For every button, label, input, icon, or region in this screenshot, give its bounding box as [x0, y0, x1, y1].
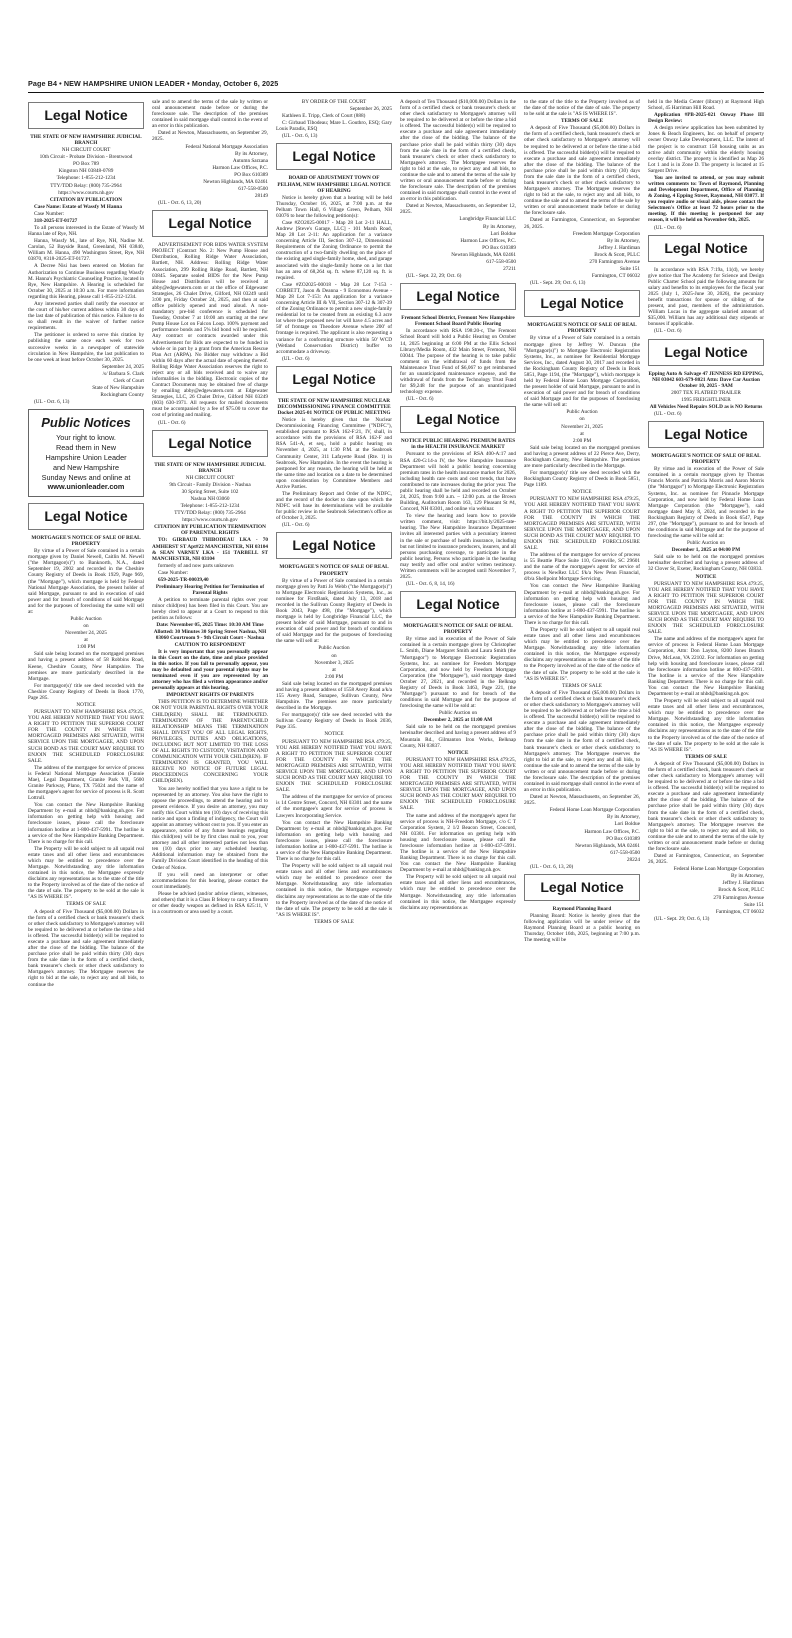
legal-notice-body	[648, 371, 764, 418]
notice-paragraph: A deposit of Ten Thousand ($10,000.00) Dollars in the form of a certified check or bank treasurer's check or other check satisfactory to Mortgagee's attorney will be required to be delivered at or before the time a bid is offered. The successful bidder(s) will be required to execute a purchase and sale agreement immediately after the close of the bidding. The balance of the purchase price shall be paid within thirty (30) days from the sale date in the form of a certified check, bank treasurer's check or other check satisfactory to Mortgagee's attorney. The Mortgagee reserves the right to bid at the sale, to reject any and all bids, to continue the sale and to amend the terms of the sale by written or oral announcement made before or during the foreclosure sale. The description of the premises contained in said mortgage shall control in the event of an error in this publication.	[400, 99, 516, 203]
promo-url-link[interactable]: www.unionleader.com	[47, 481, 125, 491]
notice-paragraph: 270 Farmington Avenue	[589, 258, 640, 265]
notice-paragraph: PO Box 789	[73, 161, 99, 168]
legal-notice-body	[152, 242, 268, 425]
legal-notice-body	[400, 623, 516, 911]
notice-paragraph: Harmon Law Offices, P.C.	[584, 828, 640, 835]
notice-paragraph: November 3, 2025	[314, 659, 354, 666]
notice-paragraph: Telephone: 1-855-212-1234	[56, 175, 116, 182]
notice-paragraph: (UL - Oct. 6)	[282, 355, 310, 362]
notice-paragraph: 9th Circuit - Family Division - Nashua	[169, 481, 251, 488]
notice-paragraph: The Property will be sold subject to all unpaid real estate taxes and all other liens and encumbrances which may be entitled to precedence over the Mortgage. Notwithstanding any title information contained in this notice, the Mortgagee expressly disclaims any representations as to the state of the title to the Property involved as of the date of the notice of the date of sale. The property to be sold at the sale is "AS IS WHERE IS".	[28, 845, 144, 901]
legal-notice-header: Legal Notice	[152, 430, 268, 457]
notice-paragraph: Public Auction on	[687, 540, 725, 547]
notice-paragraph: The address of the mortgagee for service of process is 55 Beattie Place Suite 110, Greenville, SC 29601 and the name of the mortgagee's agent for service of process is NewRez LLC f/k/a New Penn Financial, d/b/a Shellpoint Mortgage Servicing.	[524, 552, 640, 583]
notice-paragraph: 10th Circuit - Probate Division - Brentwood	[39, 154, 133, 161]
notice-paragraph: CITATION BY PUBLICATION	[49, 196, 123, 203]
notice-paragraph: Dated at Newton, Massachusetts, on September 29, 2025.	[152, 130, 268, 143]
notice-paragraph: Harmon Law Offices, P.C.	[212, 164, 268, 171]
notice-paragraph: Planning Board: Notice is hereby given that the following application will be under review of the Raymond Planning Board at a public hearing on Thursday, October 16th, 2025, beginning at 7:00 p.m. The meeting will be	[524, 913, 640, 944]
promo-line: and New Hampshire	[52, 462, 120, 472]
notice-paragraph: Notice is hereby given that the Nuclear Decommissioning Financing Committee ("NDFC"), established pursuant to RSA 162-F:21, IV, shall, in accordance with the provisions of RSA 162-F and RSA 541-A, et seq., hold a public hearing on November 4, 2025, at 1:30 P.M. at the Seabrook Community Center, 311 Lafayette Road (Rte. 1) in Seabrook, New Hampshire. In the event the hearing is postponed for any reason, the hearing will be held at the same time and location on a date to be determined upon consideration by Committee Members and Active Parties.	[276, 417, 392, 490]
notice-paragraph: Kathleen E. Tripp, Clerk of Court (888)	[282, 113, 366, 120]
notice-paragraph: By virtue of a Power of Sale contained in a certain mortgage given by Jeffrey W. Duncan (the "Mortgagor(s)") to Mortgage Electronic Registration Systems, Inc., as nominee for Residential Mortgage Services, Inc., dated August 30, 2017 and recorded in the Rockingham County Registry of Deeds in Book 5851, Page 1194, (the "Mortgage"), which mortgage is held by Federal Home Loan Mortgage Corporation, the present holder of said Mortgage, pursuant to and in execution of said power and for breach of conditions of said Mortgage and for the purposes of foreclosing the same will sell at:	[524, 335, 640, 409]
notice-paragraph: Case Number:	[34, 210, 65, 217]
notice-paragraph: A deposit of Five Thousand ($5,000.00) Dollars in the form of a certified check or bank treasurer's check or other check satisfactory to Mortgagee's attorney will be required to be delivered at or before the time a bid is offered. The successful bidder(s) will be required to execute a purchase and sale agreement immediately after the close of the bidding. The balance of the purchase price shall be paid within thirty (30) days from the sale date in the form of a certified check, bank treasurer's check or other check satisfactory to Mortgagee's attorney. The Mortgagee reserves the right to bid at the sale, to reject any and all bids, to continue the	[28, 908, 144, 988]
notice-paragraph: Autumn Sarzana	[232, 157, 268, 164]
legal-notice-body	[648, 99, 764, 231]
notice-paragraph: Newton Highlands, MA 02461	[451, 251, 516, 258]
notice-paragraph: Jeffrey J. Hardiman	[722, 880, 764, 887]
promo-line: Read them in New	[55, 443, 117, 453]
notice-paragraph: Said sale being located on the mortgaged premises and having a present address of 22 Pierce Ave, Derry, Rockingham County, New Hampshire. The premises are more particularly described in the Mortgage.	[524, 444, 640, 469]
column-1	[28, 99, 144, 1617]
notice-paragraph: Epping Auto & Salvage 47 JENNESS RD EPPING, NH 03042 603-679-8021 Attn: Dave Car Auction October 10, 2025 - 9AM	[648, 370, 764, 389]
notice-paragraph: The Property will be sold subject to all unpaid real estate taxes and all other liens and encumbrances, which may be entitled to precedence over the Mortgage. Notwithstanding any title information contained in this notice, the Mortgagee expressly disclaims any representations as to the state of the title to the Property involved as of the date of the notice of the date of sale. The property to be sold at the sale is "AS IS WHERE IS".	[648, 698, 764, 753]
notice-paragraph: MORTGAGEE'S NOTICE OF SALE OF REAL PROPERTY	[403, 623, 513, 636]
notice-paragraph: IMPORTANT RIGHTS OF PARENTS	[166, 692, 254, 699]
legal-notice-header: Legal Notice	[28, 503, 144, 530]
legal-notice-body	[648, 267, 764, 335]
notice-paragraph: The Property will be sold subject to all unpaid real estate taxes and all other liens and encumbrances which may be entitled to precedence over the Mortgage. Notwithstanding any title information contained in this notice, the Mortgagee expressly disclaims any representations as to the state of the title to the Property involved as of the date of the notice of the date of sale. The property to be sold at the sale is "AS IS WHERE IS".	[524, 627, 640, 682]
notice-paragraph: Lori Boldue	[614, 821, 640, 828]
notice-paragraph: TERMS OF SALE	[314, 918, 354, 925]
notice-paragraph: By its Attorney,	[482, 223, 516, 230]
column-3	[276, 99, 392, 1617]
notice-paragraph: Farmington, CT 06032	[591, 273, 640, 280]
notice-paragraph: PURSUANT TO NEW HAMPSHIRE RSA 479:25, YOU ARE HEREBY NOTIFIED THAT YOU HAVE A RIGHT TO PETITION THE SUPERIOR COURT FOR THE COUNTY IN WHICH THE MORTGAGED PREMISES ARE SITUATED, WITH SERVICE UPON THE MORTGAGEE, AND UPON SUCH BOND AS THE COURT MAY REQUIRE TO ENJOIN THE SCHEDULED FORECLOSURE SALE.	[400, 756, 516, 812]
column-4	[400, 99, 516, 1617]
notice-paragraph: formerly of and now parts unknown	[158, 562, 234, 569]
legal-notice-header: Legal Notice	[524, 874, 640, 901]
column-5	[524, 99, 640, 1617]
promo-title: Public Notices	[41, 415, 131, 431]
notice-paragraph: The Preliminary Report and Order of the NDFC, and the record of the docket to date upon which the NDFC will base its determinations will be available for public review in the Seabrook Selectmen's office as of October 3, 2025.	[276, 490, 392, 522]
notice-paragraph: Clerk of Court	[113, 377, 144, 384]
notice-paragraph: 270 Farmington Avenue	[713, 894, 764, 901]
notice-paragraph: The petitioner is ordered to serve this citation by publishing the same once each week for two successive weeks in a newspaper of statewide circulation in New Hampshire, the last publication to be one week at least before October 30, 2025.	[28, 332, 144, 363]
legal-notice-header: Legal Notice	[28, 102, 144, 129]
notice-paragraph: THE STATE OF NEW HAMPSHIRE NUCLEAR DECOMMISSIONING FINANCE COMMITTEE Docket 2025-01 NOTICE OF PUBLIC MEETING	[277, 397, 391, 416]
notice-paragraph: 617-558-0500	[238, 186, 268, 193]
notice-paragraph: PURSUANT TO NEW HAMPSHIRE RSA 479:25, YOU ARE HEREBY NOTIFIED THAT YOU HAVE A RIGHT TO PETITION THE SUPERIOR COURT FOR THE COUNTY IN WHICH THE MORTGAGED PREMISES ARE SITUATED, WITH SERVICE UPON THE MORTGAGEE, AND UPON SUCH BOND AS THE COURT MAY REQUIRE TO ENJOIN THE SCHEDULED FORECLOSURE SALE.	[276, 738, 392, 794]
notice-paragraph: TO: GIRBAUD THIBODEAU LKA - 70 AMHERST ST Apt#22 MANCHESTER, NH 03104 & SEAN VARNEY LKA - 151 TARBELL ST MANCHESTER, NH 03104	[152, 537, 268, 562]
notice-paragraph: https://www.courts.nh.gov	[58, 189, 114, 196]
notice-paragraph: Said sale to be held on the mortgaged premises hereinafter described and having a present address of 9 Mountain Rd., Gilmanton Iron Works, Belknap County, NH 03837.	[400, 724, 516, 749]
notice-paragraph: A deposit of Five Thousand ($5,000.00) Dollars in the form of a certified check or bank treasurer's check or other check satisfactory to Mortgagee's attorney will be required to be delivered at or before the time a bid is offered. The successful bidder(s) will be required to execute a purchase and sale agreement immediately after the close of the bidding. The balance of the purchase price shall be paid within thirty (30) days from the sale date in the form of a certified check, bank treasurer's check or other check satisfactory to Mortgagee's attorney. The Mortgagee reserves the right to bid at the sale, to reject any and all bids, to continue the sale and to amend the terms of the sale by written or oral announcement made before or during the foreclosure sale. The description of the premises contained in said mortgage shall control in the event of an error in this publication.	[524, 689, 640, 794]
notice-paragraph: on	[83, 623, 89, 630]
column-6	[648, 99, 764, 1617]
notice-paragraph: 2:00 PM	[572, 437, 592, 444]
notice-paragraph: For mortgagor(s)' title see deed recorded with the Sullivan County Registry of Deeds in Book 2036, Page 335.	[276, 712, 392, 731]
legal-notice-body	[524, 99, 640, 286]
notice-paragraph: Rockingham County	[100, 392, 144, 399]
notice-paragraph: Newton Highlands, MA 02461	[203, 178, 268, 185]
page-masthead	[28, 80, 764, 93]
notice-paragraph: Newton Highlands, MA 02461	[575, 842, 640, 849]
notice-paragraph: Federal Home Loan Mortgage Corporation	[673, 866, 764, 873]
notice-paragraph: PO Box 610389	[606, 835, 640, 842]
notice-paragraph: 318-2025-ET-01727	[34, 217, 78, 224]
notice-paragraph: The name and address of the mortgagee's agent for service of process is Federal Home Loan Mortgage Corporation, Attn: Don Layton, 8200 Jones Branch Drive, McLean, VA 22102. For information on getting help with housing and foreclosure issues, please call the foreclosure information hotline at 800-437-5991. The hotline is a service of the New Hampshire Banking Department. There is no charge for this call. You can contact the New Hampshire Banking Department by e-mail at nhbd@banking.nh.gov.	[648, 636, 764, 698]
notice-paragraph: Raymond Planning Board	[552, 905, 612, 912]
notice-paragraph: MORTGAGEE'S NOTICE OF SALE OF REAL PROPERTY	[279, 564, 389, 577]
notice-paragraph: NOTICE	[76, 701, 96, 708]
notice-paragraph: 659-2025-TR-00039,40	[158, 576, 209, 583]
notice-paragraph: Dated at Farmington, Connecticut, on September 26, 2025.	[648, 853, 764, 866]
notice-paragraph: Date: November 05, 2025 Time: 10:30 AM Time Allotted: 30 Minutes 30 Spring Street Nashua, NH 03060 Courtroom 9 - 9th Circuit Court - Nashua	[153, 622, 267, 641]
legal-notice-body	[276, 175, 392, 361]
notice-paragraph: Notice is hereby given that a hearing will be held Thursday, October 16, 2025, at 7:00 p.m. at the Pelham Town Hall, 6 Village Green, Pelham, NH 03076 to hear the following petition(s):	[276, 194, 392, 219]
legal-notice-body	[400, 99, 516, 279]
legal-notice-header: Legal Notice	[276, 366, 392, 393]
notice-paragraph: Said sale being located on the mortgaged premises and having a present address of 58 Robbins Road, Keene, Cheshire County, New Hampshire. The premises are more particularly described in the Mortgage.	[28, 651, 144, 682]
notice-paragraph: BOARD OF ADJUSTMENT TOWN OF PELHAM, NEW HAMPSHIRE LEGAL NOTICE OF HEARING	[277, 175, 391, 194]
notice-paragraph: CITATION BY PUBLICATION TERMINATION OF PARENTAL RIGHTS	[154, 524, 266, 537]
notice-paragraph: By virtue and in execution of the Power of Sale contained in a certain mortgage given by Thomas Francis Morris and Patricia Morris and Aaron Morris (the "Mortgagor") to Mortgage Electronic Registration Systems, Inc. as nominee for Pinnacle Mortgage Corporation, and now held by Federal Home Loan Mortgage Corporation (the "Mortgagee"), said mortgage dated May 8, 2024, and recorded in the Rockingham Registry of Deeds in Book 6547, Page 297, (the "Mortgage"), pursuant to and for breach of the conditions in said Mortgage and for the purpose of foreclosing the same will be sold at:	[648, 466, 764, 540]
notice-paragraph: Kingston NH 03848-0789	[58, 168, 114, 175]
notice-paragraph: (UL - Sept. 22, 29; Oct. 6)	[406, 273, 462, 280]
notice-paragraph: NOTICE	[572, 489, 592, 496]
notice-paragraph: You are hereby notified that you have a right to be represented by an attorney. You also have the right to oppose the proceedings, to attend the hearing and to present evidence. If you desire an attorney, you may notify this Court within ten (10) days of receiving this notice and upon a finding of indigency, the Court will appoint an attorney without cost to you. If you enter an appearance, notice of any future hearings regarding this child(ren) will be by first class mail to you, your attorney and all other interested parties not less than ten (10) days prior to any scheduled hearing. Additional information may be obtained from the Family Division Court identified in the heading of this Order of Notice.	[152, 785, 268, 871]
notice-paragraph: Case #ZO2025-00017 - Map 28 Lot 2-11 HALL, Andrew [Steve's Garage, LLC] - 101 Marsh Road, Map 28 Lot 2-11: An application for a variance concerning Article III, Section 307-12, Dimensional Requirements of the Zoning Ordinance to permit the construction of a two-family dwelling on the place of the existing aged single-family home, shed, and garage associated with the single-family home on a lot that has an area of 68,264 sq. ft. where 87,120 sq. ft. is required.	[276, 220, 392, 281]
notice-paragraph: TERMS OF SALE	[560, 118, 604, 125]
notice-paragraph: NOTICE	[324, 731, 344, 738]
notice-paragraph: A design review application has been submitted by Jones & Beach Engineers, Inc. on behalf of property owner Onway Lake Development, LLC. The intent of the project is to construct 158 housing units as an active adult community within the elderly housing overlay district. The property is identified as Map 26 Lot 1 and is in Zone D. The property is located at 15 Sargent Drive.	[648, 125, 764, 174]
notice-paragraph: Telephone: 1-855-212-1234	[180, 503, 240, 510]
notice-paragraph: By its Attorney,	[730, 873, 764, 880]
notice-paragraph: (UL - Oct. 6)	[654, 224, 682, 231]
notice-paragraph: Freedom Mortgage Corporation	[572, 230, 640, 237]
notice-paragraph: A Decree Nisi has been entered on Motion for Authorization to Continue Business regarding Wassfy M. Hanna's Psychiatric Counseling Practice, located in Rye, New Hampshire. A Hearing is scheduled for October 30, 2025 at 10:30 a.m. For more information regarding this Hearing, please call 1-855-212-1234.	[28, 263, 144, 300]
notice-paragraph: Any interested parties shall notify the executor or the court of his/her current address within 30 days of the last date of publication of this notice. Failure to do so shall result in the waiver of further notice requirements.	[28, 300, 144, 332]
notice-paragraph: By virtue of a Power of Sale contained in a certain mortgage given by Patti Jo Webb ("the Mortgagor(s)") to Mortgage Electronic Registration Systems, Inc., as nominee for FirstBank, dated July 13, 2018 and recorded in the Sullivan County Registry of Deeds in Book 2043, Page 498, (the "Mortgage"), which mortgage is held by Longbridge Financial LLC, the present holder of said Mortgage, pursuant to and in execution of said power and for breach of conditions of said Mortgage and for the purposes of foreclosing the same will sell at:	[276, 577, 392, 645]
notice-paragraph: State of New Hampshire	[92, 384, 144, 391]
notice-paragraph: Public Auction	[566, 409, 598, 416]
notice-paragraph: Hanna, Wassfy M., late of Rye, NH, Nadine M. Carolan, 52 Bayside Road, Greenland, NH 03840, William M. Hanna, 490 Washington Street, Rye, NH 03870, #318-2025-ET-01727.	[28, 238, 144, 263]
notice-paragraph: A deposit of Five Thousand ($5,000.00) Dollars in the form of a certified check, bank treasurer's check or other check satisfactory to Mortgagee's attorney will be required to be delivered at or before the time a bid is offered. The successful bidder(s) will be required to execute a purchase and sale agreement immediately after the close of the bidding. The balance of the purchase price shall be paid within thirty (30) days from the sale date in the form of a certified check, bank treasurer's check or other check satisfactory to Mortgagee's attorney. The Mortgagee reserves the right to bid at the sale, to reject any and all bids, to continue the sale and to amend the terms of the sale by written or oral announcement made before or during the foreclosure sale.	[524, 125, 640, 217]
notice-paragraph: Harmon Law Offices, P.C.	[460, 237, 516, 244]
notice-paragraph: 2007 TEX FLATBED TRAILER	[671, 389, 741, 396]
legal-notice-header: Legal Notice	[276, 532, 392, 559]
notice-paragraph: PO Box 610389	[234, 171, 268, 178]
notice-paragraph: In accordance with RSA 198:20-c, The Fremont School Board will hold a Public Hearing on October 14, 2025 beginning at 6:00 PM at the Ellis School Library/Media Room, 432 Main Street, Fremont, NH 03044. The purpose of the hearing is to take public comment on the withdrawal of funds from the Maintenance Trust Fund of $6,067 to get reimbursed for an unanticipated maintenance expense, and the withdrawal of funds from the Technology Trust Fund for $9,248 for the purpose of an unanticipated technology expense.	[400, 328, 516, 396]
notice-paragraph: Case Number:	[158, 569, 189, 576]
notice-paragraph: By virtue of a Power of Sale contained in a certain mortgage given by Daniel Newell, Caitlin M. Newell ("the Mortgagor(s)") to Banknorth, N.A., dated September 19, 2002 and recorded in the Cheshire County Registry of Deeds in Book 1929, Page 969, (the "Mortgage"), which mortgage is held by Federal National Mortgage Association, the present holder of said Mortgage, pursuant to and in execution of said power and for breach of conditions of said Mortgage and for the purposes of foreclosing the same will sell at:	[28, 548, 144, 615]
page-folio: Page B4 • NEW HAMPSHIRE UNION LEADER • Monday, October 6, 2025	[28, 79, 279, 88]
public-notices-promo	[28, 409, 144, 497]
notice-paragraph: Said sale to be held on the mortgaged premises hereinafter described and having a present address of 32 Clover St, Exeter, Rockingham County, NH 03833.	[648, 554, 764, 573]
notice-paragraph: Fremont School District, Fremont New Hampshire Fremont School Board Public Hearing	[401, 315, 515, 328]
notice-paragraph: Federal National Mortgage Association	[185, 143, 268, 150]
notice-paragraph: To all persons interested in the Estate of Wassfy M Hanna late of Rye, NH.	[28, 225, 144, 238]
notice-paragraph: NH CIRCUIT COURT	[61, 147, 111, 154]
notice-paragraph: TERMS OF SALE	[562, 682, 602, 689]
notice-paragraph: sale and to amend the terms of the sale by written or oral announcement made before or during the foreclosure sale. The description of the premises contained in said mortgage shall control in the event of an error in this publication.	[152, 99, 268, 130]
notice-paragraph: If you will need an interpreter or other accommodations for this hearing, please contact the court immediately.	[152, 871, 268, 890]
notice-paragraph: Dated at Newton, Massachusetts, on September 12, 2025.	[400, 203, 516, 216]
legal-notice-body	[400, 438, 516, 587]
notice-paragraph: (UL - Oct. 6)	[282, 522, 310, 529]
legal-notice-body	[28, 535, 144, 988]
legal-notice-body	[28, 134, 144, 405]
promo-line: Hampshire Union Leader	[45, 452, 127, 462]
notice-paragraph: Suite 151	[744, 901, 764, 908]
notice-paragraph: at	[84, 637, 88, 644]
notice-paragraph: December 2, 2025 at 11:00 AM	[423, 717, 493, 724]
legal-notice-header: Legal Notice	[152, 210, 268, 237]
notice-paragraph: In accordance with RSA 7:19a, 11(d), we hereby give notice that The Academy for Science and Design Public Charter School paid the following amounts for salary and benefits to its employees for the fiscal year 2025 (July 1, 2025-June 30, 2026), the pecuniary benefit transactions for spouse or sibling of the present, and past, members of the administration. William Lucas in the aggregate salaried amount of $35,000. William has any additional duty stipends or bonuses if applicable.	[648, 266, 764, 328]
notice-paragraph: Nashua NH 03060	[190, 495, 230, 502]
notice-paragraph: To view the hearing and learn how to provide written comment, visit: https://bit.ly/2025-rate-hearing. The New Hampshire Insurance Department invites all interested parties with a pecuniary interest in the sale or purchase of health insurance, including but not limited to insurance producers, insurers, and all persons purchasing coverage, to participate in the public hearing. Persons who participate in the hearing may testify and offer oral and/or written testimony. Written comments will be accepted until November 7, 2025.	[400, 513, 516, 580]
notice-paragraph: Application #PB-2025-021 Onway Phase III Design Review:	[648, 112, 764, 125]
notice-paragraph: Longbridge Financial LLC	[459, 216, 516, 223]
notice-paragraph: 28149	[254, 193, 268, 200]
notice-paragraph: PO Box 610389	[482, 244, 516, 251]
notice-paragraph: (UL - Oct. 6, 13)	[282, 133, 318, 140]
notice-paragraph: (UL - Oct. 6, 13, 20)	[530, 863, 574, 870]
notice-paragraph: 617-558-0500	[610, 849, 640, 856]
notice-paragraph: Case #ZO2025-00018 - Map 28 Lot 7-153 - CORBETT, Jason & Deanna - 9 Economou Avenue - Map 28 Lot 7-153: An application for a variance concerning Article III & VII, Section 307-12 & 307-39 of the Zoning Ordinance to permit a new single-family residential lot to be created from an existing 6.3 acre lot where the proposed new lot will have 4.5 acres and 50' of frontage on Theodore Avenue where 200' of frontage is required. The applicant is also requesting a variance for a conforming structure within 50' WCD (Wetland Conservation District) buffer to accommodate a driveway.	[276, 281, 392, 355]
notice-paragraph: Public Auction	[318, 645, 350, 652]
notice-paragraph: You can contact the New Hampshire Banking Department by e-mail at nhbd@banking.nh.gov. For information on getting help with housing and foreclosure issues, please call the foreclosure information hotline at 1-800-437-5991. The hotline is a service of the New Hampshire Banking Department. There is no charge for this call.	[276, 819, 392, 863]
notice-paragraph: PURSUANT TO NEW HAMPSHIRE RSA 479:25, YOU ARE HEREBY NOTIFIED THAT YOU HAVE A RIGHT TO PETITION THE SUPERIOR COURT FOR THE COUNTY IN WHICH THE MORTGAGED PREMISES ARE SITUATED, WITH SERVICE UPON THE MORTGAGEE, AND UPON SUCH BOND AS THE COURT MAY REQUIRE TO ENJOIN THE SCHEDULED FORECLOSURE SALE.	[648, 580, 764, 636]
notice-paragraph: (UL - Sept. 29; Oct. 6, 13)	[654, 915, 710, 922]
legal-notice-body	[152, 462, 268, 916]
notice-paragraph: 30 Spring Street, Suite 102	[181, 488, 239, 495]
notice-paragraph: MORTGAGEE'S NOTICE OF SALE OF REAL PROPERTY	[651, 453, 761, 466]
legal-notice-body	[524, 906, 640, 943]
legal-notice-header: Legal Notice	[400, 283, 516, 310]
notice-paragraph: Please be advised (and/or advise clients, witnesses, and others) that it is a Class B felony to carry a firearm or other deadly weapon as defined in RSA 625:11, V in a courtroom or area used by a court.	[152, 890, 268, 916]
notice-paragraph: December 1, 2025 at 04:00 PM	[671, 547, 741, 554]
notice-paragraph: Said sale being located on the mortgaged premises and having a present address of 1558 Avery Road a/k/a 155 Avery Road, Sunapee, Sullivan County, New Hampshire. The premises are more particularly described in the Mortgage.	[276, 680, 392, 712]
legal-notice-body	[276, 564, 392, 924]
notice-paragraph: The address of the mortgagee for service of process is 14 Centre Street, Concord, NH 03301 and the name of the mortgagee's agent for service of process is Lawyers Incorporating Service.	[276, 794, 392, 819]
notice-paragraph: The address of the mortgagee for service of process is Federal National Mortgage Association (Fannie Mae), Legal Department, Granite Park VII, 5600 Granite Parkway, Plano, TX 75024 and the name of the mortgagee's agent for service of process is R. Scott Lottrull.	[28, 764, 144, 802]
notice-paragraph: /s/ Barbara S. Clark	[102, 370, 144, 377]
notice-paragraph: (UL - Oct. 6)	[158, 419, 186, 426]
notice-paragraph: THE STATE OF NEW HAMPSHIRE JUDICIAL BRANCH	[30, 134, 142, 147]
notice-paragraph: You can contact the New Hampshire Banking Department by e-mail at nhbd@banking.nh.gov. For information on getting help with housing and foreclosure issues, please call the foreclosure information hotline at 1-800-437-5991. The hotline is a service of the New Hampshire Banking Department. There is no charge for this call.	[28, 802, 144, 845]
notice-paragraph: Dated at Farmington, Connecticut, on September 26, 2025.	[524, 217, 640, 230]
legal-notice-body	[400, 315, 516, 402]
notice-paragraph: on	[579, 416, 585, 423]
notice-paragraph: CAUTION TO RESPONDENT	[174, 641, 246, 648]
notice-paragraph: A petition to terminate parental rights over your minor child(ren) has been filed in this Court. You are hereby cited to appear at a Court to respond to this petition as follows:	[152, 597, 268, 622]
notice-paragraph: THE STATE OF NEW HAMPSHIRE JUDICIAL BRANCH	[154, 461, 266, 474]
notice-paragraph: Dated at Newton, Massachusetts, on September 26, 2025.	[524, 794, 640, 807]
notice-paragraph: September 26, 2025	[349, 106, 392, 113]
notice-paragraph: Federal Home Loan Mortgage Corporation	[549, 807, 640, 814]
notice-paragraph: You are invited to attend, or you may submit written comments to: Town of Raymond, Planning and Development Department, Office of Planning & Zoning, 4 Epping Street, Raymond, NH 03077. If you require audio or visual aids, please contact the Selectmen's Office at least 72 hours prior to the meeting. If this meeting is postponed for any reason, it will be held on November 6th, 2025.	[648, 174, 764, 224]
legal-notice-body	[152, 99, 268, 206]
notice-paragraph: NH CIRCUIT COURT	[185, 474, 235, 481]
notice-paragraph: November 24, 2025	[65, 630, 107, 637]
notice-paragraph: (UL - Sept. 29; Oct. 6, 13)	[530, 280, 586, 287]
notice-paragraph: NOTICE	[695, 573, 717, 580]
notice-paragraph: Brock & Scott, PLLC	[718, 887, 764, 894]
legal-notice-header: Legal Notice	[400, 406, 516, 433]
notice-paragraph: Lori Boldue	[490, 230, 516, 237]
notice-paragraph: All Vehicles Need Repairs SOLD as is NO Returns	[649, 403, 763, 410]
notice-paragraph: By its Attorney,	[234, 150, 268, 157]
notice-paragraph: Brock & Scott, PLLC	[594, 251, 640, 258]
promo-line: Your right to know.	[56, 433, 116, 443]
notice-paragraph: MORTGAGEE'S NOTICE OF SALE OF REAL PROPERTY	[527, 322, 637, 335]
notice-paragraph: 2:00 PM	[324, 673, 344, 680]
column-2	[152, 99, 268, 1617]
legal-notice-body	[276, 398, 392, 529]
notice-paragraph: 617-558-0500	[486, 258, 516, 265]
notice-paragraph: (UL - Oct. 6, 13, 20)	[158, 200, 202, 207]
notice-paragraph: (UL - Oct. 6)	[654, 410, 682, 417]
notice-paragraph: (UL - Oct. 6, 8, 14, 16)	[406, 581, 455, 588]
notice-paragraph: TTY/TDD Relay: (800) 735-2964	[50, 182, 122, 189]
notice-paragraph: 1:00 PM	[76, 644, 96, 651]
legal-notice-header: Legal Notice	[400, 591, 516, 618]
legal-notice-header: Legal Notice	[648, 421, 764, 448]
notice-paragraph: C: Girbaud Tibodeau; Mare L. Gouthro, ESQ; Gary Louis Paradis, ESQ	[276, 120, 392, 133]
notice-paragraph: 1995 FREIGHTLINER	[681, 396, 731, 403]
legal-notice-body	[648, 453, 764, 922]
notice-paragraph: For mortgagor(s)' title see deed recorded with the Rockingham County Registry of Deeds in Book 5851, Page 1189.	[524, 470, 640, 489]
legal-notice-header: Legal Notice	[648, 339, 764, 366]
notice-paragraph: MORTGAGEE'S NOTICE OF SALE OF REAL PROPERTY	[31, 534, 141, 548]
notice-paragraph: Suite 151	[620, 266, 640, 273]
notice-paragraph: TTY/TDD Relay: (800) 735-2964	[174, 510, 246, 517]
legal-notice-header: Legal Notice	[648, 235, 764, 262]
legal-notice-body	[524, 322, 640, 870]
notice-paragraph: NOTICE PUBLIC HEARING PREMIUM RATES in the HEALTH INSURANCE MARKET	[400, 438, 516, 451]
notice-paragraph: Preliminary Hearing Petition for Termination of Parental Rights	[155, 584, 265, 597]
notice-paragraph: BY ORDER OF THE COURT	[301, 99, 367, 105]
notice-paragraph: A deposit of Five Thousand ($5,000.00) Dollars in the form of a certified check, bank treasurer's check or other check satisfactory to Mortgagee's attorney will be required to be delivered at or before the time a bid is offered. The successful bidder(s) will be required to execute a purchase and sale agreement immediately after the close of the bidding. The balance of the purchase price shall be paid within thirty (30) days from the sale date in the form of a certified check, bank treasurer's check or other check satisfactory to Mortgagee's attorney. The Mortgagee reserves the right to bid at the sale, to reject any and all bids, to continue the sale and to amend the terms of the sale by written or oral announcement made before or during the foreclosure sale.	[648, 760, 764, 852]
notice-paragraph: at	[332, 666, 336, 673]
notice-paragraph: 27211	[503, 266, 516, 273]
notice-paragraph: The Property will be sold subject to all unpaid real estate taxes and all other liens and encumbrances which may be entitled to precedence over the Mortgage. Notwithstanding any title information contained in this notice, the Mortgagee expressly disclaims any representations as to the state of the title to the Property involved as of the date of the notice of the date of sale. The property to be sold at the sale is "AS IS WHERE IS".	[276, 863, 392, 918]
notice-paragraph: By its Attorney,	[606, 237, 640, 244]
notice-paragraph: It is very important that you personally appear in this Court on the date, time and place provided in this notice. If you fail to personally appear, you may be defaulted and your parental rights may be terminated even if you are represented by an attorney who has filed a written appearance and/or personally appears at this hearing.	[152, 648, 268, 692]
notice-paragraph: https://www.courts.nh.gov	[182, 517, 238, 524]
promo-line: Sunday News and online at	[41, 472, 131, 482]
notice-paragraph: Public Auction on	[439, 710, 477, 717]
notice-paragraph: Jeffrey J. Hardiman	[598, 244, 640, 251]
notice-paragraph: Farmington, CT 06032	[715, 908, 764, 915]
notice-paragraph: The Property will be sold subject to all unpaid real estate taxes and all other liens and encumbrances, which may be entitled to precedence over the Mortgage. Notwithstanding any title information contained in this notice, the Mortgagee expressly disclaims any representations as	[400, 874, 516, 911]
notice-paragraph: PURSUANT TO NEW HAMPSHIRE RSA 479:25, YOU ARE HEREBY NOTIFIED THAT YOU HAVE A RIGHT TO PETITION THE SUPERIOR COURT FOR THE COUNTY IN WHICH THE MORTGAGED PREMISES ARE SITUATED, WITH SERVICE UPON THE MORTGAGEE, AND UPON SUCH BOND AS THE COURT MAY REQUIRE TO ENJOIN THE SCHEDULED FORECLOSURE SALE.	[524, 496, 640, 551]
legal-notice-body	[276, 99, 392, 139]
notice-paragraph: Pursuant to the provisions of RSA 400-A:17 and RSA 420-G:14-a IV, the New Hampshire Insurance Department will hold a public hearing concerning premium rates in the health insurance market for 2026, including health care costs and cost trends, that have contributed to rate increases during the prior year. The public hearing shall be held and recorded on October 24, 2025, from 9:00 a.m. – 12:00 p.m. at the Brown Building, Auditorium Room 163, 129 Pleasant St #4, Concord, NH 03301, and online via webinar.	[400, 451, 516, 513]
notice-paragraph: THIS PETITION IS TO DETERMINE WHETHER OR NOT YOUR PARENTAL RIGHTS OVER YOUR CHILD(REN) SHALL BE TERMINATED. TERMINATION OF THE PARENT/CHILD RELATIONSHIP MEANS THE TERMINATION SHALL DIVEST YOU OF ALL LEGAL RIGHTS, PRIVILEGES, DUTIES AND OBLIGATIONS, INCLUDING BUT NOT LIMITED TO THE LOSS OF ALL RIGHTS TO CUSTODY, VISITATION AND COMMUNICATION WITH YOUR CHILD(REN). IF TERMINATION IS GRANTED, YOU WILL RECEIVE NO NOTICE OF FUTURE LEGAL PROCEEDINGS CONCERNING YOUR CHILD(REN).	[152, 699, 268, 785]
notice-paragraph: TERMS OF SALE	[66, 901, 106, 908]
notice-paragraph: 28224	[626, 856, 640, 863]
notice-paragraph: (UL - Oct. 6)	[406, 396, 434, 403]
notice-paragraph: at	[580, 430, 584, 437]
notice-paragraph: held in the Media Center (library) at Raymond High School, 45 Harriman Hill Road.	[648, 99, 764, 112]
notice-paragraph: on	[331, 652, 337, 659]
notice-paragraph: Case Name: Estate of Wassfy M Hanna	[34, 203, 122, 210]
notice-paragraph: PURSUANT TO NEW HAMPSHIRE RSA 479:25, YOU ARE HEREBY NOTIFIED THAT YOU HAVE A RIGHT TO PETITION THE SUPERIOR COURT FOR THE COUNTY IN WHICH THE MORTGAGED PREMISES ARE SITUATED, WITH SERVICE UPON THE MORTGAGEE, AND UPON SUCH BOND AS THE COURT MAY REQUIRE TO ENJOIN THE SCHEDULED FORECLOSURE SALE.	[28, 709, 144, 764]
notice-paragraph: Public Auction	[70, 615, 102, 622]
legal-notice-header: Legal Notice	[524, 290, 640, 317]
notice-paragraph: (UL - Oct. 6, 13)	[34, 399, 70, 406]
notice-paragraph: September 24, 2025	[101, 363, 144, 370]
notice-paragraph: By virtue and in execution of the Power of Sale contained in a certain mortgage given by Christopher L. Smith, Diane Margaret Smith and Laura Smith (the "Mortgagor") to Mortgage Electronic Registration Systems, Inc. as nominee for Freedom Mortgage Corporation, and now held by Freedom Mortgage Corporation (the "Mortgagee"), said mortgage dated October 27, 2021, and recorded in the Belknap Registry of Deeds in Book 3463, Page 221, (the "Mortgage") pursuant to and for breach of the conditions in said Mortgage and for the purpose of foreclosing the same will be sold at:	[400, 636, 516, 710]
notice-paragraph: November 21, 2025	[561, 423, 603, 430]
notice-paragraph: to the state of the title to the Property involved as of the date of the notice of the date of sale. The property to be sold at the sale is "AS IS WHERE IS".	[524, 99, 640, 118]
notice-paragraph: ADVERTISEMENT FOR BIDS WATER SYSTEM PROJECT (Contract No. 2: New Pump House and Distribution, Rolling Ridge Water Association, Bartlett, NH. Address: Rolling Ridge Water Association, 299 Rolling Ridge Road, Bartlett, NH 03845. Separate sealed BIDS for the New Pump House and Distribution will be received at abby@edgewatern.com or at the office of Edgewater Strategies, 26 Chalet Drive, Gilford, NH 03249 until 3:00 pm, Friday October 24, 2025, and then at said office publicly opened and read aloud. A non-mandatory pre-bid conference is scheduled for Tuesday, October 7 at 10:00 am starting at the new Pump House Lot on Falcon Loop. 100% payment and performance bonds and 5% bid bond will be required. Any contract or contracts awarded under this Advertisement for Bids are expected to be funded in whole or in part by a grant from the American Rescue Plan Act (ARPA). No Bidder may withdraw a Bid within 60 days after the actual date of opening thereof. Rolling Ridge Water Association reserves the right to reject any or all bids received and to waive any informalities in the bidding. Electronic copies of the Contract Documents may be obtained free of charge by emailing abby@edgewatern.com at Edgewater Strategies, LLC, 26 Chalet Drive, Gilford NH 03249 (603) 630-1971. All requests for mailed documents must be accompanied by a fee of $75.00 to cover the cost of printing and mailing.	[152, 242, 268, 419]
notice-paragraph: TERMS OF SALE	[684, 753, 728, 760]
notice-paragraph: (UL - Oct. 6)	[654, 328, 682, 335]
notice-paragraph: The name and address of the mortgagee's agent for service of process is NH-Freedom Mortgage, c/o C T Corporation System, 2 1/2 Beacon Street, Concord, NH 03301. For information on getting help with housing and foreclosure issues, please call the foreclosure information hotline at 1-800-437-5991. The hotline is a service of the New Hampshire Banking Department. There is no charge for this call. You can contact the New Hampshire Banking Department by e-mail at nhbd@banking.nh.gov.	[400, 812, 516, 874]
notice-paragraph: You can contact the New Hampshire Banking Department by e-mail at nhbd@banking.nh.gov. For information on getting help with housing and foreclosure issues, please call the foreclosure information hotline at 1-800-437-5991. The hotline is a service of the New Hampshire Banking Department. There is no charge for this call.	[524, 583, 640, 626]
legal-notice-header: Legal Notice	[276, 143, 392, 170]
notice-paragraph: NOTICE	[447, 749, 469, 756]
notice-paragraph: By its Attorney,	[606, 814, 640, 821]
notice-paragraph: For mortgagor(s)' title see deed recorded with the Cheshire County Registry of Deeds in Book 1770, Page 285.	[28, 682, 144, 701]
